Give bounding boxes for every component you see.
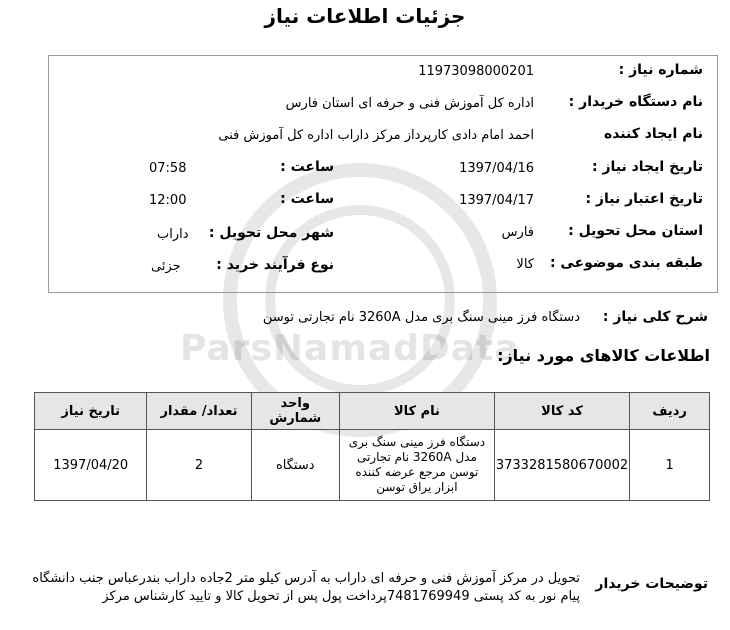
created-time-value: 07:58 [149, 161, 187, 176]
watermark-brand: ParsNamadData [180, 328, 520, 369]
created-date-label: تاریخ ایجاد نیاز : [591, 159, 703, 175]
need-number-label: شماره نیاز : [618, 62, 703, 78]
need-number-value: 11973098000201 [418, 64, 534, 79]
summary-value: دستگاه فرز مینی سنگ بری مدل 3260A نام تجارتی توسن [262, 310, 580, 325]
cell-unit: دستگاه [251, 430, 339, 501]
cell-quantity: 2 [147, 430, 251, 501]
summary-label: شرح کلی نیاز : [602, 309, 708, 325]
buyer-org-label: نام دستگاه خریدار : [568, 94, 703, 110]
creator-row [49, 126, 719, 156]
created-time-label: ساعت : [280, 159, 334, 175]
col-header-item-code: کد کالا [494, 393, 629, 430]
validity-date-row [49, 191, 719, 221]
page-title: جزئیات اطلاعات نیاز [264, 4, 466, 28]
validity-date-value: 1397/04/17 [459, 193, 534, 208]
creator-label: نام ایجاد کننده [603, 126, 703, 142]
cell-row-number: 1 [630, 430, 710, 501]
category-row [49, 255, 719, 285]
cell-item-name: دستگاه فرز مینی سنگ بری مدل 3260A نام تجارتی توسن مرجع عرضه کننده ابزار یراق توسن [339, 430, 494, 501]
province-label: استان محل تحویل : [568, 223, 703, 239]
validity-time-value: 12:00 [149, 193, 187, 208]
col-header-need-date: تاریخ نیاز [35, 393, 147, 430]
goods-table-header [35, 393, 710, 430]
cell-need-date: 1397/04/20 [35, 430, 147, 501]
category-label: طبقه بندی موضوعی : [549, 255, 703, 271]
buyer-org-row [49, 94, 719, 124]
goods-table [34, 392, 710, 501]
need-number-row [49, 62, 719, 92]
goods-section-title: اطلاعات کالاهای مورد نیاز: [497, 346, 710, 365]
process-label: نوع فرآیند خرید : [216, 257, 334, 273]
province-value: فارس [501, 225, 534, 240]
buyer-notes-text: تحویل در مرکز آموزش فنی و حرفه ای داراب به آدرس کیلو متر 2جاده داراب بندرعباس جنب دانشگاه پیام نور به کد پستی 7481769949پرداخت پول پس از تحویل کالا و تایید کارشناس مرکز [32, 571, 580, 604]
col-header-item-name: نام کالا [339, 393, 494, 430]
buyer-org-value: اداره کل آموزش فنی و حرفه ای استان فارس [285, 96, 534, 111]
city-value: داراب [157, 227, 189, 242]
need-info-panel [48, 55, 718, 293]
creator-value: احمد امام دادی کارپرداز مرکز داراب اداره کل آموزش فنی [218, 128, 534, 143]
col-header-row-number: ردیف [630, 393, 710, 430]
city-label: شهر محل تحویل : [208, 225, 334, 241]
province-row [49, 223, 719, 253]
table-row [35, 430, 710, 501]
cell-item-code: 3733281580670002 [494, 430, 629, 501]
col-header-quantity: تعداد/ مقدار [147, 393, 251, 430]
created-date-value: 1397/04/16 [459, 161, 534, 176]
category-value: کالا [516, 257, 534, 272]
created-date-row [49, 159, 719, 189]
process-value: جزئی [151, 259, 181, 274]
validity-date-label: تاریخ اعتبار نیاز : [585, 191, 703, 207]
col-header-unit: واحد شمارش [251, 393, 339, 430]
validity-time-label: ساعت : [280, 191, 334, 207]
buyer-notes-label: توضیحات خریدار [595, 576, 708, 592]
